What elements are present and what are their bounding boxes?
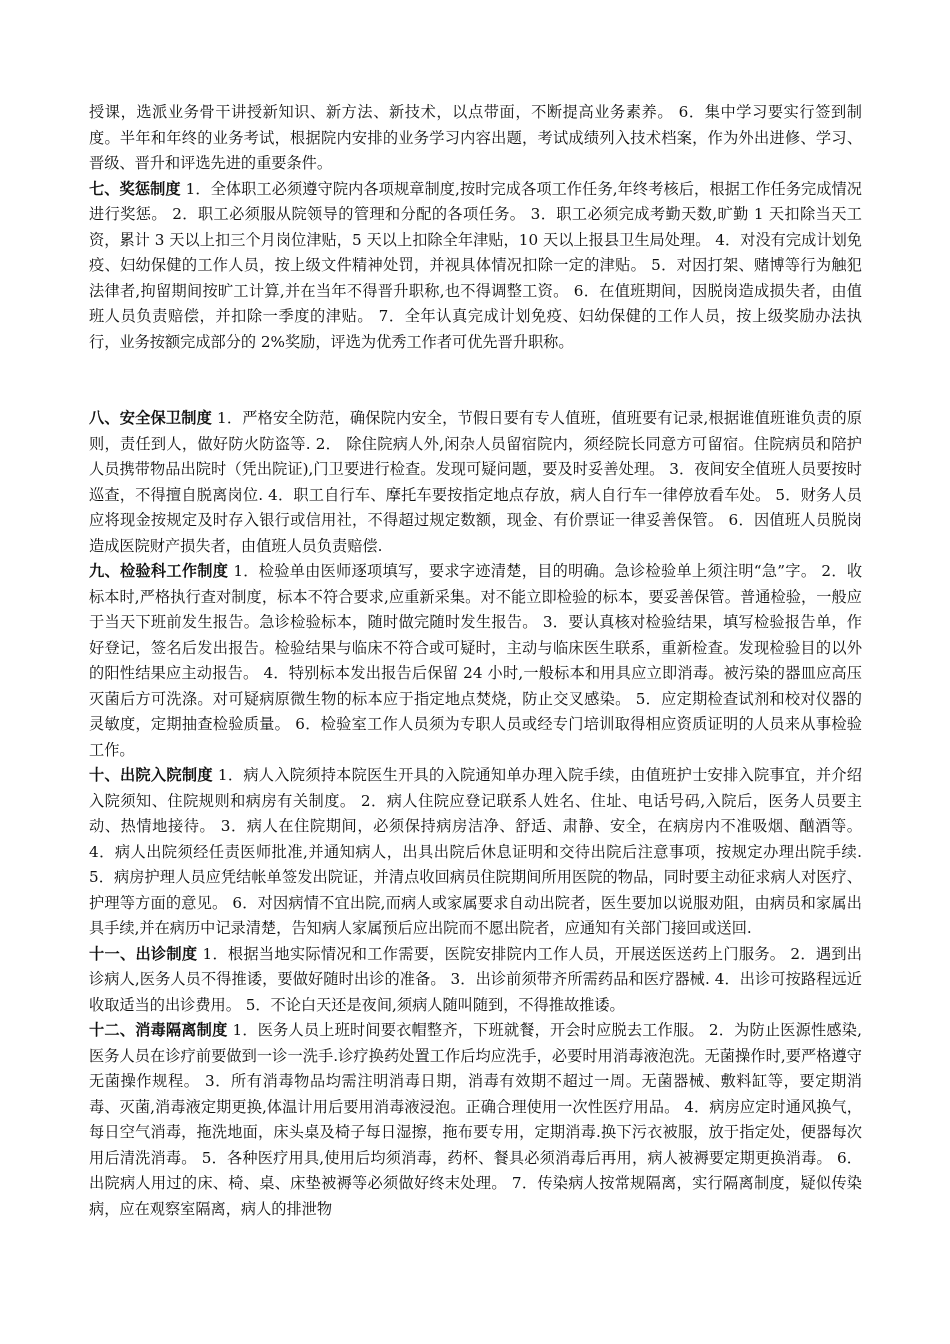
paragraph-rewards-penalties [89, 177, 862, 356]
section-heading: 十一、出诊制度 [89, 944, 198, 963]
section-heading: 七、奖惩制度 [89, 179, 181, 198]
paragraph-text: 1．病人入院须持本院医生开具的入院通知单办理入院手续，由值班护士安排入院事宜，并介绍入院须知、住院规则和病房有关制度。 2．病人住院应登记联系人姓名、住址、电话号码,入院后，医务人员要主动、热情地接待。 3．病人在住院期间，必须保持病房洁净、舒适、肃静、安全，在病房内不准吸烟、酗酒等。 4．病人出院须经任责医师批准,并通知病人，出具出院后休息证明和交待出院后注意事项，按规定办理出院手续. 5．病房护理人员应凭结帐单签发出院证，并清点收回病员住院期间所用医院的物品，同时要主动征求病人对医疗、护理等方面的意见。 6．对因病情不宜出院,而病人或家属要求自动出院者，医生要加以说服劝阻，由病员和家属出具手续,并在病历中记录清楚，告知病人家属预后应出院而不愿出院者，应通知有关部门接回或送回. [89, 766, 862, 937]
blank-spacing [89, 355, 862, 406]
paragraph-laboratory [89, 559, 862, 763]
paragraph-text: 1．检验单由医师逐项填写，要求字迹清楚，目的明确。急诊检验单上须注明“急”字。 2．收标本时,严格执行查对制度，标本不符合要求,应重新采集。对不能立即检验的标本，要妥善保管。普通检验，一般应于当天下班前发生报告。急诊检验标本，随时做完随时发生报告。 3．要认真核对检验结果，填写检验报告单，作好登记，签名后发出报告。检验结果与临床不符合或可疑时，主动与临床医生联系，重新检查。发现检验目的以外的阳性结果应主动报告。 4．特别标本发出报告后保留 24 小时,一般标本和用具应立即消毒。被污染的器皿应高压灭菌后方可洗涤。对可疑病原微生物的标本应于指定地点焚烧，防止交叉感染。 5．应定期检查试剂和校对仪器的灵敏度，定期抽查检验质量。 6．检验室工作人员须为专职人员或经专门培训取得相应资质证明的人员来从事检验工作。 [89, 562, 863, 759]
paragraph-text: 1．全体职工必须遵守院内各项规章制度,按时完成各项工作任务,年终考核后，根据工作任务完成情况进行奖惩。 2．职工必须服从院领导的管理和分配的各项任务。 3．职工必须完成考勤天数,旷勤 1 天扣除当天工资，累计 3 天以上扣三个月岗位津贴，5 天以上扣除全年津贴，10 天以上报县卫生局处理。 4．对没有完成计划免疫、妇幼保健的工作人员，按上级文件精神处罚，并视具体情况扣除一定的津贴。 5．对因打架、赌博等行为触犯法律者,拘留期间按旷工计算,并在当年不得晋升职称,也不得调整工资。 6．在值班期间，因脱岗造成损失者，由值班人员负责赔偿，并扣除一季度的津贴。 7．全年认真完成计划免疫、妇幼保健的工作人员，按上级奖励办法执行，业务按额完成部分的 2%奖励，评选为优秀工作者可优先晋升职称。 [89, 179, 862, 351]
paragraph-training-continued [89, 100, 862, 177]
section-heading: 八、安全保卫制度 [89, 409, 212, 427]
paragraph-disinfection-isolation [89, 1018, 862, 1222]
paragraph-text: 授课，选派业务骨干讲授新知识、新方法、新技术，以点带面，不断提高业务素养。 6．集中学习要实行签到制度。半年和年终的业务考试，根据院内安排的业务学习内容出题，考试成绩列入技术档案，作为外出进修、学习、晋级、晋升和评选先进的重要条件。 [89, 103, 862, 172]
section-heading: 九、检验科工作制度 [89, 562, 229, 580]
document-page [89, 100, 862, 1222]
section-heading: 十二、消毒隔离制度 [89, 1021, 228, 1039]
paragraph-text: 1．医务人员上班时间要衣帽整齐，下班就餐，开会时应脱去工作服。 2．为防止医源性感染,医务人员在诊疗前要做到一诊一洗手.诊疗换药处置工作后均应洗手，必要时用消毒液泡洗。无菌操作时,要严格遵守无菌操作规程。 3．所有消毒物品均需注明消毒日期，消毒有效期不超过一周。无菌器械、敷料缸等，要定期消毒、灭菌,消毒液定期更换,体温计用后要用消毒液浸泡。正确合理使用一次性医疗用品。 4．病房应定时通风换气，每日空气消毒，拖洗地面，床头桌及椅子每日湿擦，拖布要专用，定期消毒.换下污衣被服，放于指定处，便器每次用后清洗消毒。 5．各种医疗用具,使用后均须消毒，药杯、餐具必须消毒后再用，病人被褥要定期更换消毒。 6．出院病人用过的床、椅、桌、床垫被褥等必须做好终末处理。 7．传染病人按常规隔离，实行隔离制度，疑似传染病，应在观察室隔离，病人的排泄物 [89, 1021, 862, 1218]
paragraph-house-calls [89, 942, 862, 1019]
paragraph-text: 1．根据当地实际情况和工作需要，医院安排院内工作人员，开展送医送药上门服务。 2．遇到出诊病人,医务人员不得推诿，要做好随时出诊的准备。 3．出诊前须带齐所需药品和医疗器械. 4．出诊可按路程远近收取适当的出诊费用。 5．不论白天还是夜间,须病人随叫随到，不得推故推诿。 [89, 944, 862, 1014]
paragraph-text: 1．严格安全防范，确保院内安全，节假日要有专人值班，值班要有记录,根据谁值班谁负责的原则，责任到人，做好防火防盗等. 2． 除住院病人外,闲杂人员留宿院内，须经院长同意方可留宿。住院病员和陪护人员携带物品出院时（凭出院证),门卫要进行检查。发现可疑问题，要及时妥善处理。 3．夜间安全值班人员要按时巡查，不得擅自脱离岗位. 4．职工自行车、摩托车要按指定地点存放，病人自行车一律停放看车处。 5．财务人员应将现金按规定及时存入银行或信用社，不得超过规定数额，现金、有价票证一律妥善保管。 6．因值班人员脱岗造成医院财产损失者，由值班人员负责赔偿. [89, 409, 863, 555]
paragraph-security [89, 406, 862, 559]
section-heading: 十、出院入院制度 [89, 766, 213, 784]
paragraph-admission-discharge [89, 763, 862, 942]
